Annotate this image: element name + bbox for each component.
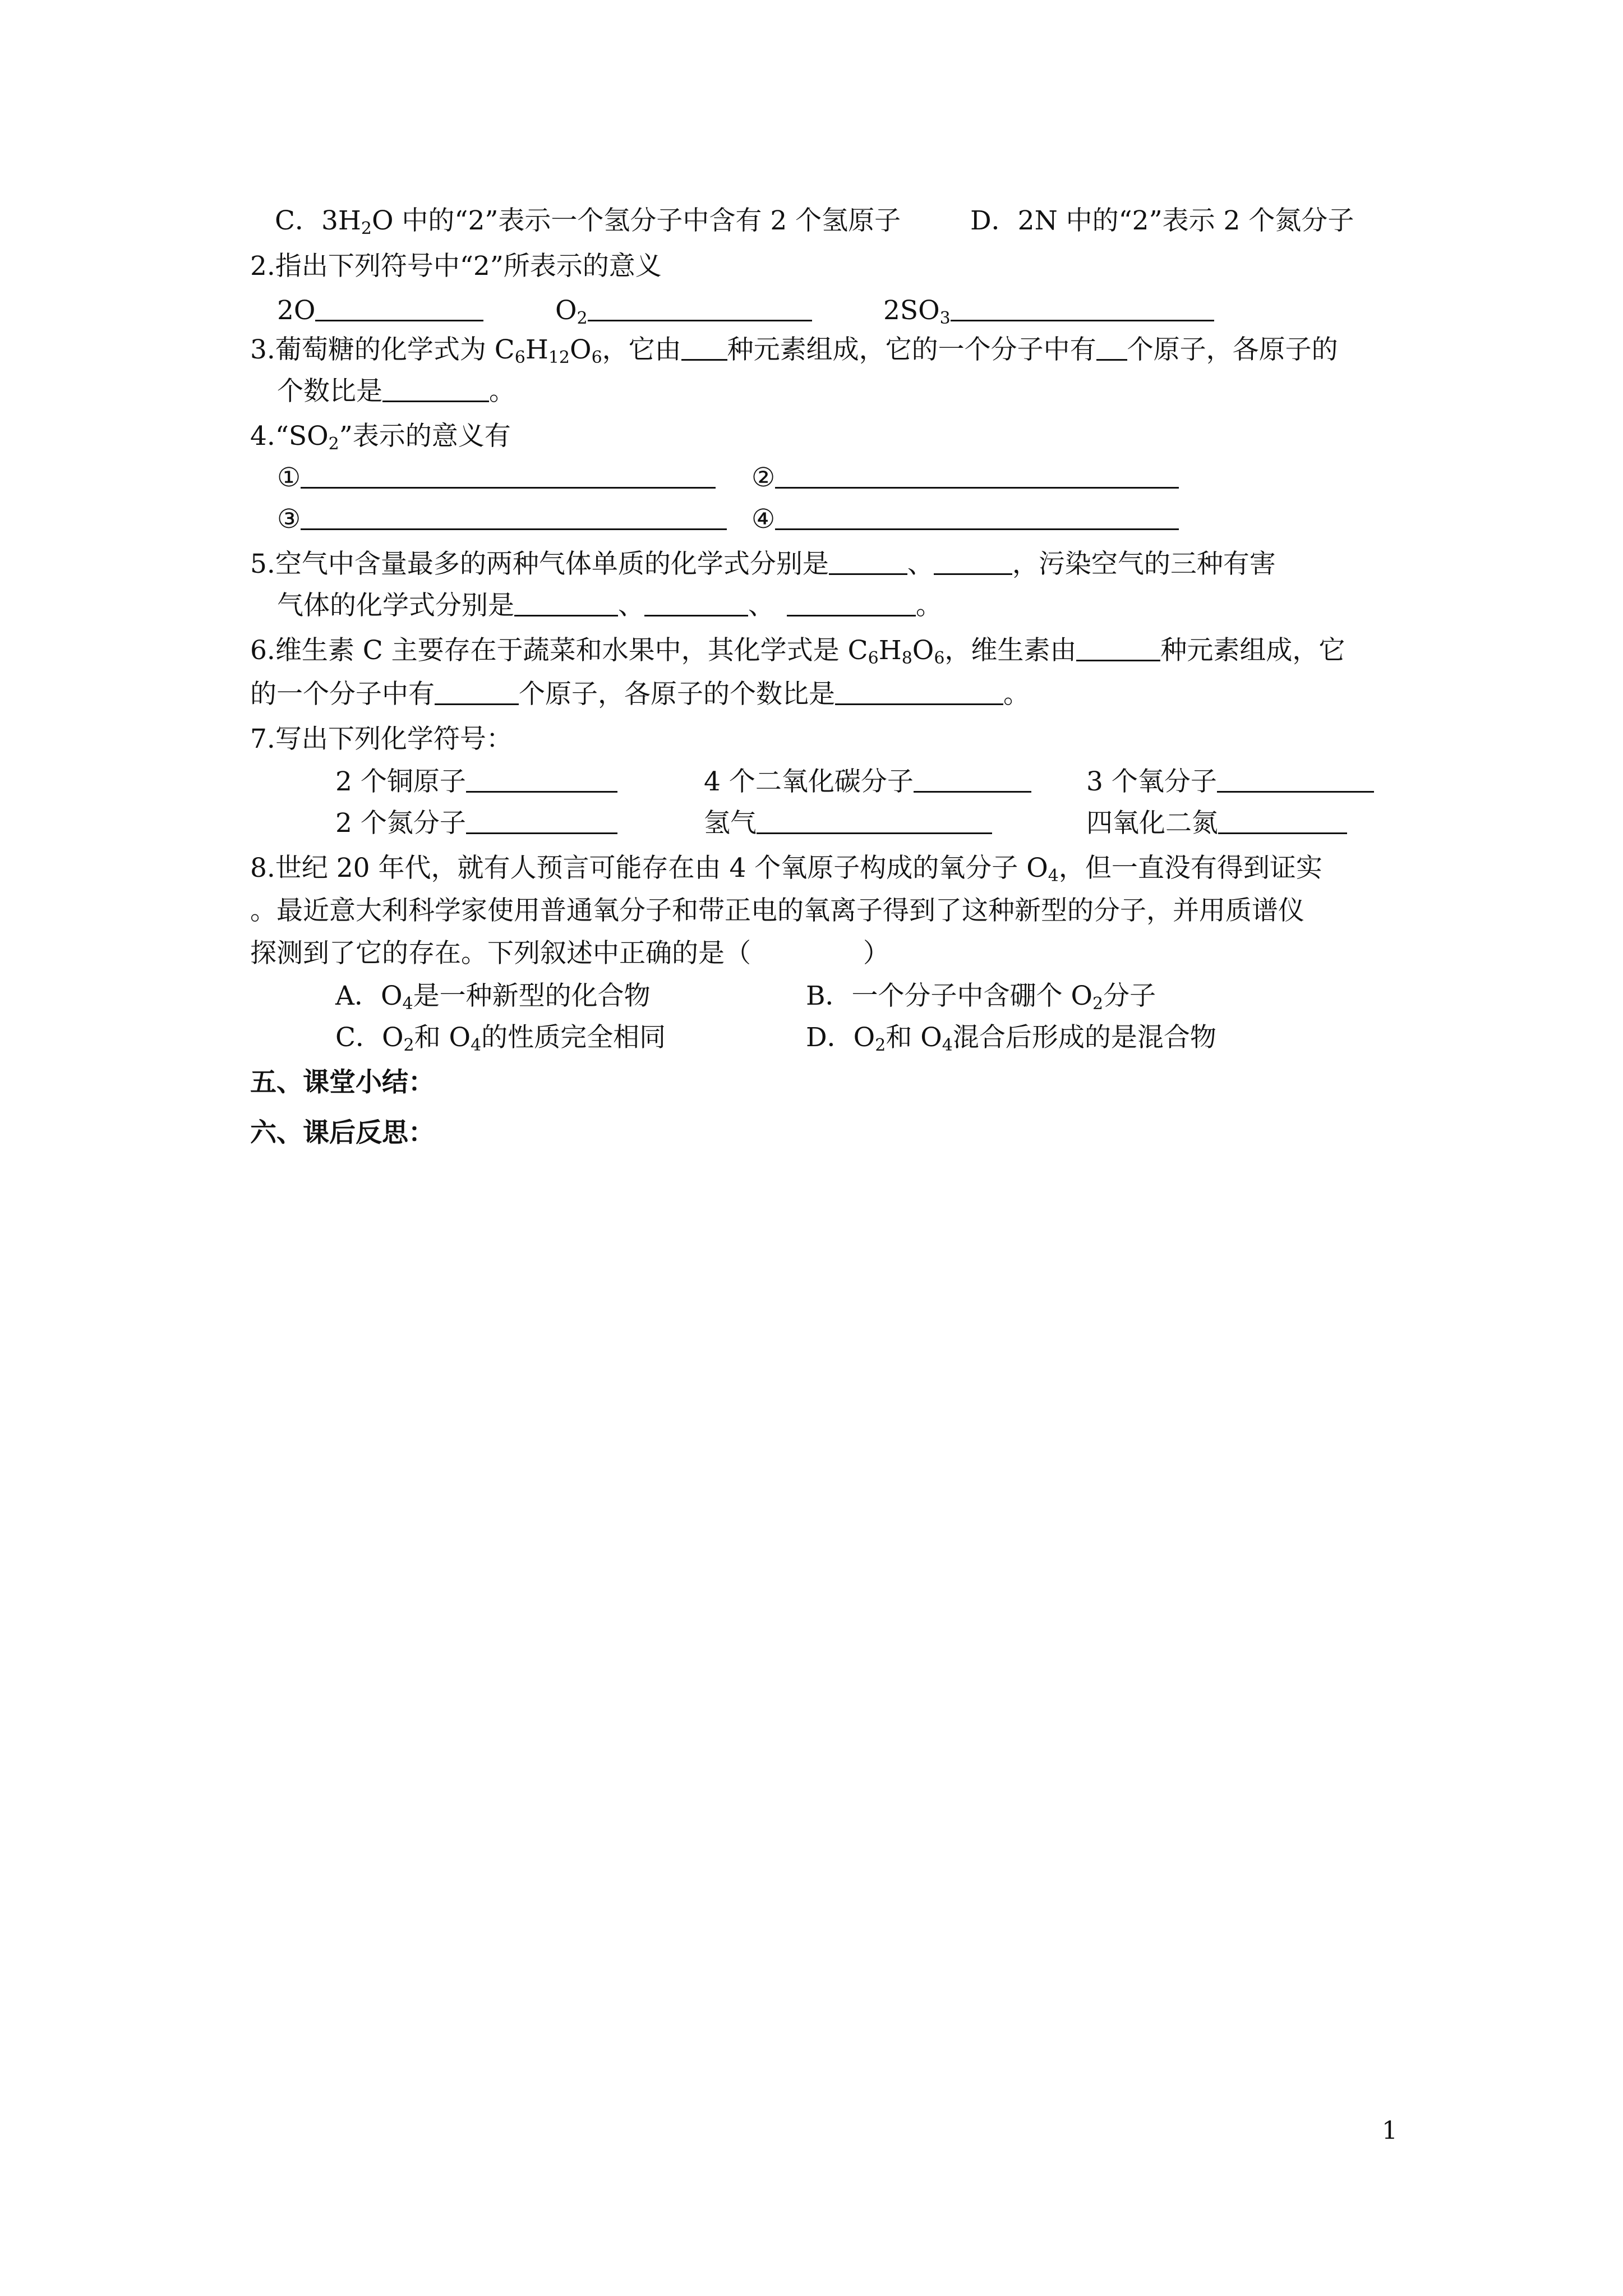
q6-text: H [878,635,902,666]
q8-option-c [335,1021,666,1055]
symbol-item-2 [704,765,1031,799]
q8-text: 。最近意大利科学家使用普通氧分子和带正电的氧离子得到了这种新型的分子，并用质谱仪 [250,895,1304,926]
q3-text: O [570,334,592,365]
answer-blank[interactable] [315,295,483,321]
page-number [1382,2117,1398,2145]
answer-blank[interactable] [951,295,1214,321]
symbol-2so3-sub: 3 [939,309,951,328]
q6-text: ，维生素由 [944,635,1077,666]
question-5-line-1 [250,547,1276,581]
question-3-line-1 [250,333,1338,367]
question-4-title [250,420,511,453]
section-5-heading: 五、课堂小结： [250,1067,435,1098]
option-c-rest: O 中的“2”表示一个氢分子中含有 2 个氢原子 [371,205,901,236]
symbol-item-1 [335,765,617,799]
q8-option-a [335,979,651,1013]
q5-text: 气体的化学式分别是 [277,590,514,621]
circle-2: ② [751,462,776,493]
answer-blank[interactable] [435,679,519,705]
answer-blank[interactable] [757,808,992,834]
q6-text: 种元素组成，它 [1160,635,1345,666]
q8-option-text: B．一个分子中含硼个 O [806,981,1093,1011]
answer-blank[interactable] [588,295,812,321]
symbol-item-3 [1086,765,1374,799]
q3-text: ，它由 [602,334,681,365]
option-c-text: C．3H [275,205,361,236]
answer-blank[interactable] [514,590,618,616]
question-8-line-3 [250,937,889,970]
symbol-item-6 [1086,807,1347,840]
q8-sub: 2 [1092,994,1104,1014]
q5-sep: 、 [748,590,774,621]
answer-blank[interactable] [787,590,916,616]
answer-blank[interactable] [934,549,1012,575]
q8-option-text: 和 O [414,1022,471,1053]
q5-sep: 、 [907,549,934,579]
symbol-2so3: 2SO [883,295,940,326]
q7-item-label: 氢气 [704,808,757,839]
q7-item-label: 4 个二氧化碳分子 [704,766,914,797]
q8-option-text: 和 O [886,1022,942,1053]
answer-blank[interactable] [301,462,716,489]
circle-1: ① [277,462,301,493]
q8-option-text: A．O [335,981,403,1011]
q3-sub: 12 [548,348,570,367]
q8-option-text: 分子 [1103,981,1156,1011]
question-2-item-b [555,294,812,328]
answer-blank[interactable] [775,504,1179,530]
answer-blank[interactable] [775,462,1179,489]
answer-blank[interactable] [382,376,489,402]
option-c [275,204,901,238]
answer-blank[interactable] [466,766,617,793]
q8-option-text: 的性质完全相同 [481,1022,666,1053]
answer-blank[interactable] [466,808,617,834]
q8-option-d [806,1021,1216,1055]
q6-text: 6.维生素 C 主要存在于蔬菜和水果中，其化学式是 C [250,635,868,666]
q8-text: 8.世纪 20 年代，就有人预言可能存在由 4 个氧原子构成的氧分子 O [250,853,1048,884]
q4-text: ”表示的意义有 [339,421,511,452]
section-reflection [250,1116,435,1150]
q6-text: 的一个分子中有 [250,679,435,710]
question-6-line-1 [250,634,1345,668]
q8-text: 探测到了它的存在。下列叙述中正确的是（ [250,938,751,969]
question-8-line-2 [250,894,1304,928]
answer-blank[interactable] [914,766,1031,793]
q6-sub: 6 [868,648,879,668]
q4-sub: 2 [328,434,339,454]
question-2-title [250,250,662,283]
answer-blank[interactable] [681,334,727,361]
q3-text: 种元素组成，它的一个分子中有 [727,334,1096,365]
meaning-4 [751,503,1179,536]
question-5-line-2 [277,589,942,623]
q7-item-label: 3 个氧分子 [1086,766,1217,797]
symbol-o2-sub: 2 [577,309,588,328]
answer-blank[interactable] [829,549,907,575]
q8-option-text: D．O [806,1022,875,1053]
question-8-line-1 [250,852,1322,885]
q5-text: 5.空气中含量最多的两种气体单质的化学式分别是 [250,549,829,579]
q8-text: ，但一直没有得到证实 [1058,853,1322,884]
q7-item-label: 2 个氮分子 [335,808,466,839]
q3-end: 。 [489,376,515,407]
q3-text: 3.葡萄糖的化学式为 C [250,334,515,365]
q6-sub: 8 [901,648,912,668]
circle-3: ③ [277,504,301,535]
question-3-line-2 [277,375,515,408]
q8-option-text: 混合后形成的是混合物 [952,1022,1216,1053]
q4-text: 4.“SO [250,421,329,452]
q6-text: 个原子，各原子的个数比是 [519,679,835,710]
answer-blank[interactable] [1218,808,1347,834]
meaning-1 [277,461,716,495]
symbol-2o: 2O [277,295,316,326]
meaning-2 [751,461,1179,495]
meaning-3 [277,503,727,536]
q5-sep: 、 [618,590,644,621]
symbol-item-4 [335,807,617,840]
q8-sub: 4 [402,994,413,1014]
answer-blank[interactable] [1217,766,1374,793]
q6-end: 。 [1003,679,1030,710]
q8-text: ） [863,938,889,969]
q8-option-b [806,979,1156,1013]
q3-text: 个数比是 [277,376,382,407]
option-c-sub: 2 [361,219,372,238]
q8-sub: 4 [1048,866,1059,886]
symbol-item-5 [704,807,992,840]
q8-sub: 2 [403,1036,414,1055]
q6-text: O [912,635,934,666]
answer-blank[interactable] [835,679,1003,705]
question-2-item-c [883,294,1214,328]
q6-sub: 6 [934,648,945,668]
question-2-item-a [277,294,483,328]
q7-text: 7.写出下列化学符号： [250,724,513,754]
symbol-o2: O [555,295,577,326]
answer-blank[interactable] [1096,334,1127,361]
answer-blank[interactable] [1076,635,1160,661]
option-d [970,204,1354,238]
option-d-text: D．2N 中的“2”表示 2 个氮分子 [970,205,1354,236]
q5-text: ，污染空气的三种有害 [1012,549,1276,579]
section-6-heading: 六、课后反思： [250,1117,435,1148]
q7-item-label: 四氧化二氮 [1086,808,1218,839]
q5-end: 。 [916,590,942,621]
q7-item-label: 2 个铜原子 [335,766,466,797]
q8-option-text: C．O [335,1022,404,1053]
q8-option-text: 是一种新型的化合物 [413,981,651,1011]
q8-sub: 4 [942,1036,953,1055]
q3-sub: 6 [591,348,602,367]
question-2-text: 2.指出下列符号中“2”所表示的意义 [250,251,662,282]
q8-sub: 4 [471,1036,482,1055]
circle-4: ④ [751,504,776,535]
q3-sub: 6 [514,348,525,367]
page-number-text: 1 [1382,2116,1398,2145]
answer-blank[interactable] [644,590,748,616]
q3-text: H [525,334,548,365]
q8-sub: 2 [875,1036,886,1055]
answer-blank[interactable] [301,504,727,530]
section-class-summary [250,1066,435,1099]
question-7-title [250,723,513,756]
q3-text: 个原子，各原子的 [1127,334,1338,365]
question-6-line-2 [250,678,1030,711]
